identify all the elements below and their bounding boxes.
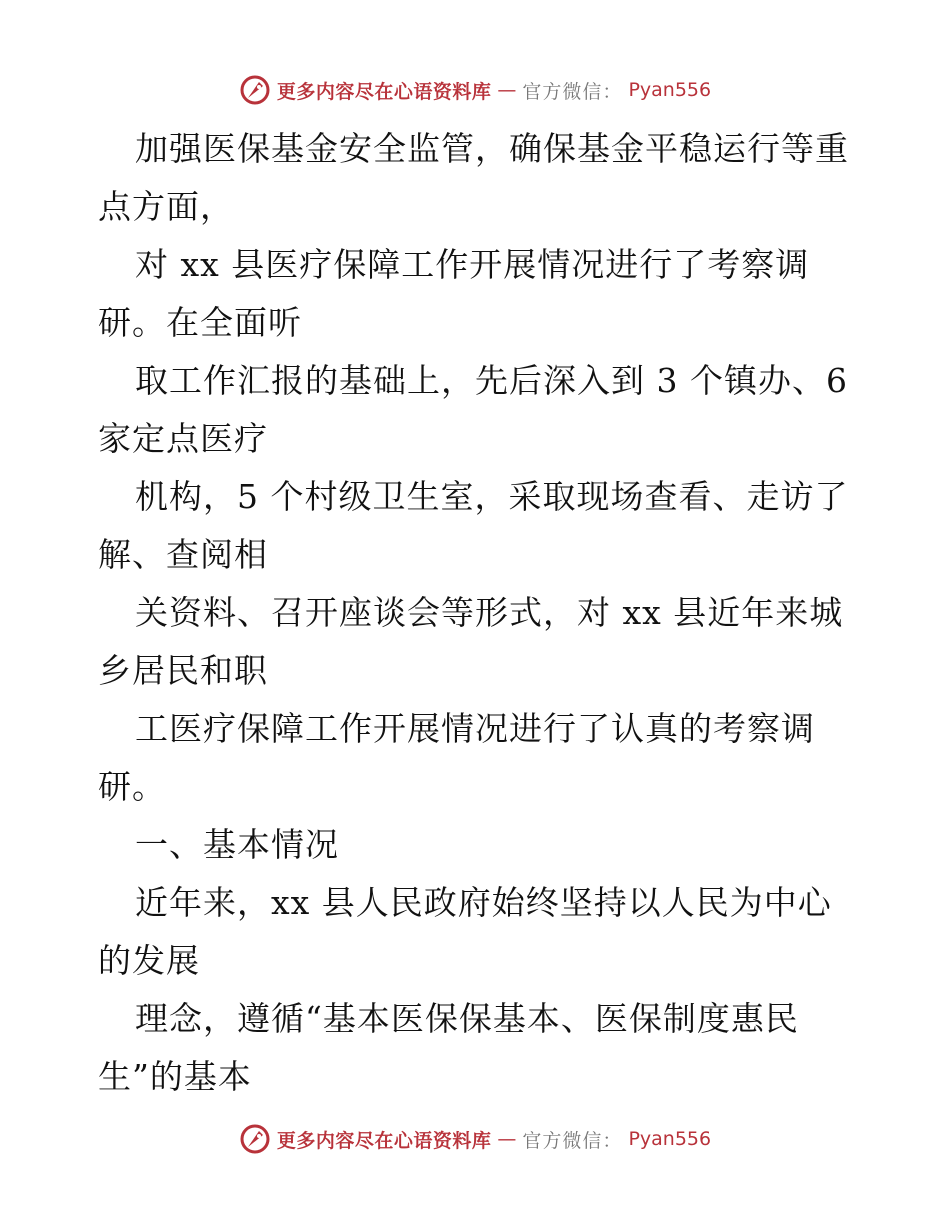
text-line: 取工作汇报的基础上，先后深入到 3 个镇办、6 — [135, 361, 848, 400]
watermark-dash: — — [497, 79, 517, 101]
text-line: 关资料、召开座谈会等形式，对 xx 县近年来城 — [135, 593, 844, 632]
text-line: 近年来，xx 县人民政府始终坚持以人民为中心 — [135, 883, 832, 922]
text-line: 加强医保基金安全监管，确保基金平稳运行等重 — [135, 129, 849, 168]
text-line: 研。在全面听 — [98, 303, 302, 342]
watermark-dash: — — [497, 1128, 517, 1150]
footer-watermark — [0, 1123, 950, 1155]
text-line: 点方面， — [98, 187, 234, 226]
watermark-wechat-id: Pyan556 — [628, 79, 712, 101]
text-line: 生”的基本 — [98, 1057, 252, 1096]
pen-nib-circle-icon — [239, 1123, 271, 1155]
pen-nib-circle-icon — [239, 74, 271, 106]
text-line: 乡居民和职 — [98, 651, 268, 690]
watermark-label: 官方微信： — [522, 1129, 623, 1152]
text-line: 机构，5 个村级卫生室，采取现场查看、走访了 — [135, 477, 849, 516]
watermark-wechat-id: Pyan556 — [628, 1128, 712, 1150]
text-line: 解、查阅相 — [98, 535, 268, 574]
text-line: 对 xx 县医疗保障工作开展情况进行了考察调 — [135, 245, 810, 284]
text-line: 理念，遵循“基本医保保基本、医保制度惠民 — [135, 999, 799, 1038]
text-line: 的发展 — [98, 941, 200, 980]
text-line: 工医疗保障工作开展情况进行了认真的考察调 — [135, 709, 815, 748]
document-body — [98, 120, 858, 1106]
watermark-brand: 更多内容尽在心语资料库 — [276, 80, 492, 103]
text-line: 研。 — [98, 767, 166, 806]
watermark-label: 官方微信： — [522, 80, 623, 103]
watermark-brand: 更多内容尽在心语资料库 — [276, 1129, 492, 1152]
header-watermark — [0, 74, 950, 106]
text-line: 家定点医疗 — [98, 419, 268, 458]
section-heading: 一、基本情况 — [135, 825, 339, 864]
